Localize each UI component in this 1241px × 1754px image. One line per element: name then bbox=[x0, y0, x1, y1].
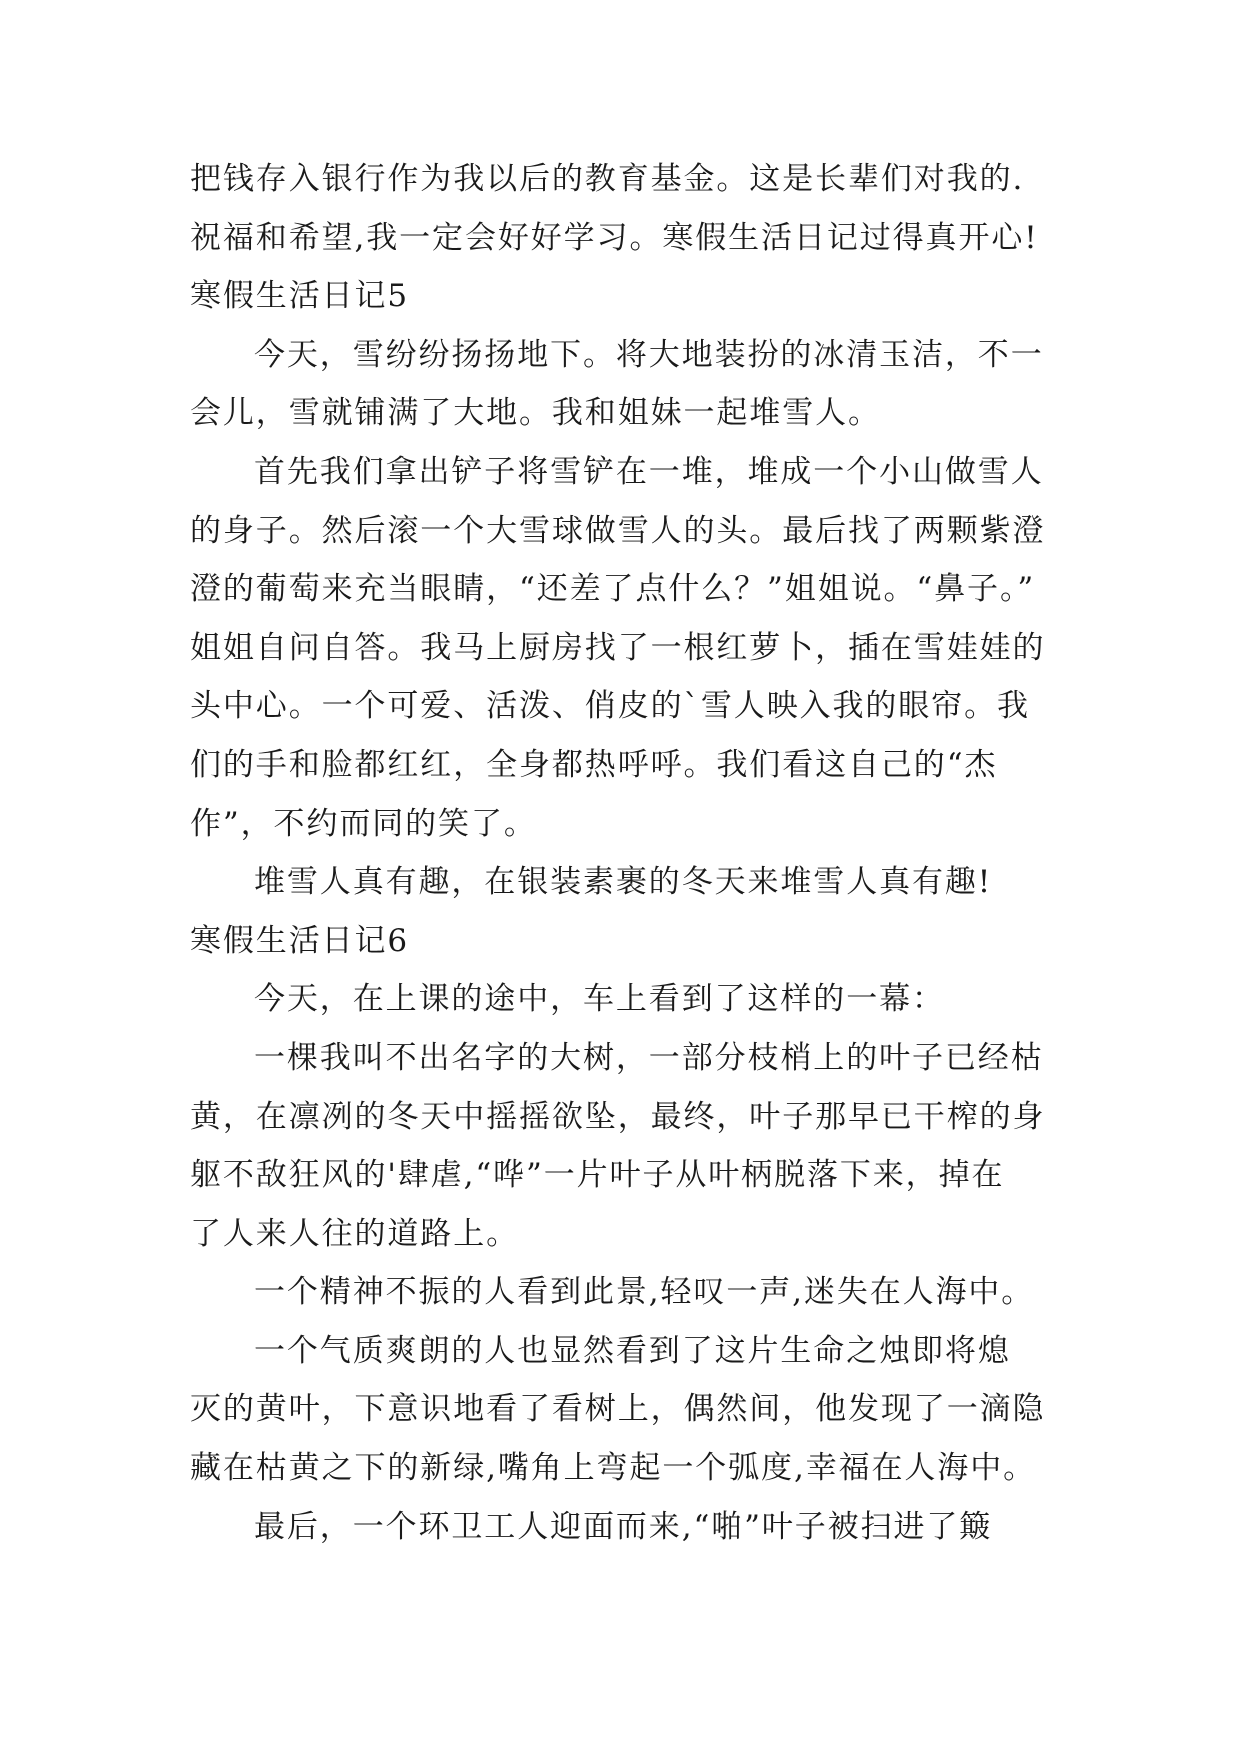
text-line: 会儿，雪就铺满了大地。我和姐妹一起堆雪人。 bbox=[190, 395, 881, 432]
text-line: 堆雪人真有趣，在银装素裹的冬天来堆雪人真有趣! bbox=[254, 864, 993, 901]
text-line: 首先我们拿出铲子将雪铲在一堆，堆成一个小山做雪人 bbox=[254, 453, 1044, 490]
text-line: 一个气质爽朗的人也显然看到了这片生命之烛即将熄 bbox=[254, 1332, 1011, 1369]
text-line: 祝福和希望,我一定会好好学习。寒假生活日记过得真开心! bbox=[190, 219, 1039, 256]
text-line: 把钱存入银行作为我以后的教育基金。这是长辈们对我的. bbox=[190, 161, 1025, 197]
text-line: 躯不敌狂风的'肆虐,“哗”一片叶子从叶柄脱落下来，掉在 bbox=[190, 1157, 1005, 1194]
text-line: 了人来人往的道路上。 bbox=[190, 1215, 519, 1252]
text-line: 一个精神不振的人看到此景,轻叹一声,迷失在人海中。 bbox=[254, 1274, 1035, 1311]
text-line: 最后，一个环卫工人迎面而来,“啪”叶子被扫进了簸 bbox=[254, 1508, 993, 1545]
text-line: 今天，雪纷纷扬扬地下。将大地装扮的冰清玉洁，不一 bbox=[254, 336, 1044, 373]
text-line: 头中心。一个可爱、活泼、俏皮的`雪人映入我的眼帘。我 bbox=[190, 688, 1030, 725]
text-line: 澄的葡萄来充当眼睛，“还差了点什么？”姐姐说。“鼻子。” bbox=[190, 571, 1036, 608]
text-line: 灭的黄叶，下意识地看了看树上，偶然间，他发现了一滴隐 bbox=[190, 1391, 1046, 1428]
text-line: 们的手和脸都红红，全身都热呼呼。我们看这自己的“杰 bbox=[190, 746, 998, 783]
text-line: 的身子。然后滚一个大雪球做雪人的头。最后找了两颗紫澄 bbox=[190, 512, 1046, 549]
text-line: 作”，不约而同的笑了。 bbox=[190, 805, 537, 842]
document-body bbox=[190, 150, 1050, 1556]
text-line: 寒假生活日记5 bbox=[190, 278, 410, 315]
text-line: 黄，在凛冽的冬天中摇摇欲坠，最终，叶子那早已干榨的身 bbox=[190, 1098, 1046, 1135]
text-line: 寒假生活日记6 bbox=[190, 922, 410, 959]
text-line: 今天，在上课的途中，车上看到了这样的一幕： bbox=[254, 981, 945, 1018]
text-line: 姐姐自问自答。我马上厨房找了一根红萝卜，插在雪娃娃的 bbox=[190, 629, 1046, 666]
text-line: 一棵我叫不出名字的大树，一部分枝梢上的叶子已经枯 bbox=[254, 1039, 1044, 1076]
text-line: 藏在枯黄之下的新绿,嘴角上弯起一个弧度,幸福在人海中。 bbox=[190, 1450, 1037, 1487]
